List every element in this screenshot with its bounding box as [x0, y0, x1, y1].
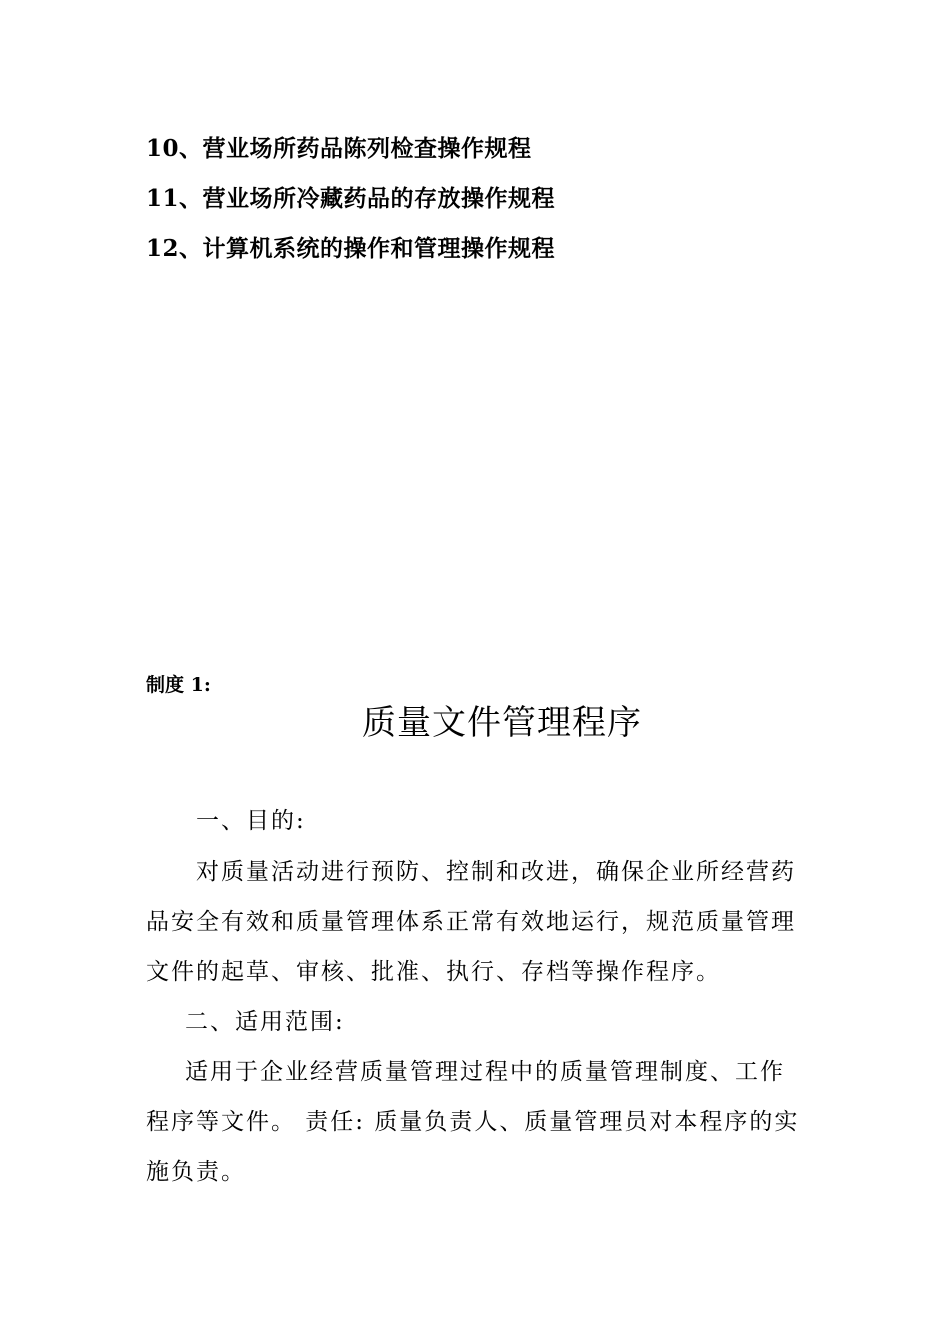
toc-item-11: 11、营业场所冷藏药品的存放操作规程: [146, 185, 556, 212]
purpose-paragraph-line-1: 对质量活动进行预防、控制和改进，确保企业所经营药: [196, 859, 796, 885]
section-heading-purpose: 一、目的:: [196, 808, 306, 834]
rule-label: 制度 1:: [146, 674, 211, 696]
scope-paragraph-line-1: 适用于企业经营质量管理过程中的质量管理制度、工作: [185, 1059, 785, 1085]
purpose-paragraph-line-2: 品安全有效和质量管理体系正常有效地运行，规范质量管理: [146, 909, 796, 935]
document-title: 质量文件管理程序: [362, 703, 642, 743]
scope-paragraph-line-3: 施负责。: [146, 1159, 246, 1185]
section-heading-scope: 二、适用范围:: [185, 1009, 345, 1035]
toc-item-10: 10、营业场所药品陈列检查操作规程: [146, 135, 532, 162]
purpose-paragraph-line-3: 文件的起草、审核、批准、执行、存档等操作程序。: [146, 959, 721, 985]
toc-item-12: 12、计算机系统的操作和管理操作规程: [146, 235, 556, 262]
scope-paragraph-line-2: 程序等文件。 责任: 质量负责人、质量管理员对本程序的实: [146, 1109, 800, 1135]
